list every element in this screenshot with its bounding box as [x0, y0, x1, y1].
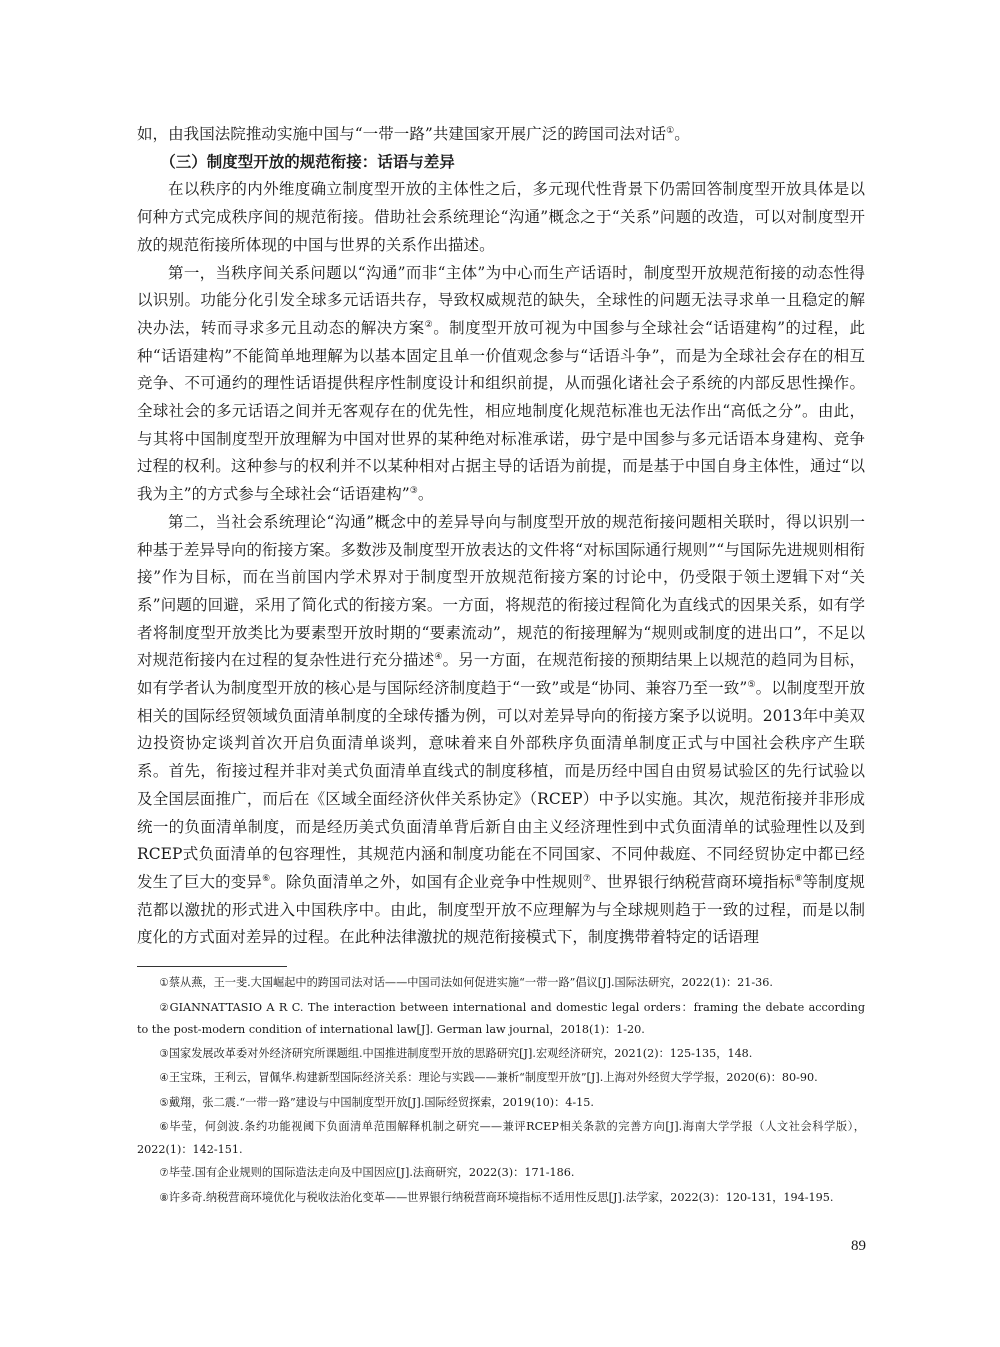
- footnote-mark: ⑥: [159, 1121, 170, 1133]
- footnote-text: 许多奇.纳税营商环境优化与税收法治化变革——世界银行纳税营商环境指标不适用性反思[J].法学家，2022(3)：120-131，194-195.: [168, 1190, 834, 1204]
- footnote-ref-6[interactable]: ⑥: [262, 873, 271, 884]
- footnote-text: 毕莹，何剑波.条约功能视阈下负面清单范围解释机制之研究——兼评RCEP相关条款的完善方向[J].海南大学学报（人文社会科学版），2022(1)：142-151.: [137, 1120, 865, 1156]
- footnote-ref-5[interactable]: ⑤: [747, 680, 756, 691]
- footnote-divider: [137, 966, 287, 967]
- footnote: [137, 1043, 865, 1066]
- footnote-ref-4[interactable]: ④: [434, 652, 443, 663]
- page-number: 89: [851, 1238, 866, 1254]
- footnote-ref-8[interactable]: ⑧: [794, 873, 803, 884]
- footnote: [137, 1162, 865, 1185]
- footnote-mark: ⑦: [159, 1167, 169, 1179]
- paragraph-continued: 如，由我国法院推动实施中国与“一带一路”共建国家开展广泛的跨国司法对话①。: [137, 125, 690, 143]
- footnote-mark: ⑤: [159, 1096, 169, 1109]
- paragraph-intro: 在以秩序的内外维度确立制度型开放的主体性之后，多元现代性背景下仍需回答制度型开放具体是以何种方式完成秩序间的规范衔接。借助社会系统理论“沟通”概念之于“关系”问题的改造，可以对制度型开放的规范衔接所体现的中国与世界的关系作出描述。: [137, 180, 865, 254]
- footnote: [137, 1187, 865, 1210]
- footnote-mark: ⑧: [159, 1191, 169, 1204]
- main-text: [137, 121, 865, 952]
- section-heading: （三）制度型开放的规范衔接：话语与差异: [160, 152, 455, 171]
- footnote: [137, 1116, 865, 1160]
- footnote-text: 蔡从燕，王一斐.大国崛起中的跨国司法对话——中国司法如何促进实施“一带一路”倡议[J].国际法研究，2022(1)：21-36.: [168, 976, 773, 989]
- footnote-text: GIANNATTASIO A R C. The interaction between international and domestic legal orders：framing the debate according to the post-modern condition of international law[J]. German law journal，2018(1)：1-20.: [137, 1000, 865, 1036]
- footnote-ref-3[interactable]: ③: [409, 486, 418, 497]
- footnote-mark: ①: [159, 977, 169, 989]
- footnote: [137, 1092, 865, 1115]
- footnote-text: 戴翔，张二震.“一带一路”建设与中国制度型开放[J].国际经贸探索，2019(10)：4-15.: [168, 1095, 594, 1109]
- footnote-ref-2[interactable]: ②: [424, 319, 434, 330]
- footnote-ref-7[interactable]: ⑦: [582, 873, 592, 884]
- footnote: [137, 1067, 865, 1090]
- footnote-text: 国家发展改革委对外经济研究所课题组.中国推进制度型开放的思路研究[J].宏观经济研究，2021(2)：125-135，148.: [168, 1046, 753, 1060]
- footnote-text: 毕莹.国有企业规则的国际造法走向及中国因应[J].法商研究，2022(3)：171-186.: [168, 1166, 575, 1179]
- footnote-mark: ③: [159, 1047, 169, 1060]
- footnote-mark: ②: [159, 1001, 170, 1014]
- footnote: [137, 972, 865, 995]
- paragraph-second: 第二，当社会系统理论“沟通”概念中的差异导向与制度型开放的规范衔接问题相关联时，得以识别一种基于差异导向的衔接方案。多数涉及制度型开放表达的文件将“对标国际通行规则”“与国际先进规则相衔接”作为目标，而在当前国内学术界对于制度型开放规范衔接方案的讨论中，仍受限于领土逻辑下对“关系”问题的回避，采用了简化式的衔接方案。一方面，将规范的衔接过程简化为直线式的因果关系，如有学者将制度型开放类比为要素型开放时期的“要素流动”，规范的衔接理解为“规则或制度的进出口”，不足以对规范衔接内在过程的复杂性进行充分描述④。另一方面，在规范衔接的预期结果上以规范的趋同为目标，如有学者认为制度型开放的核心是与国际经济制度趋于“一致”或是“协同、兼容乃至一致”⑤。以制度型开放相关的国际经贸领域负面清单制度的全球传播为例，可以对差异导向的衔接方案予以说明。2013年中美双边投资协定谈判首次开启负面清单谈判，意味着来自外部秩序负面清单制度正式与中国社会秩序产生联系。首先，衔接过程并非对美式负面清单直线式的制度移植，而是历经中国自由贸易试验区的先行试验以及全国层面推广，而后在《区域全面经济伙伴关系协定》（RCEP）中予以实施。其次，规范衔接并非形成统一的负面清单制度，而是经历美式负面清单背后新自由主义经济理性到中式负面清单的试验理性以及到RCEP式负面清单的包容理性，其规范内涵和制度功能在不同国家、不同仲裁庭、不同经贸协定中都已经发生了巨大的变异⑥。除负面清单之外，如国有企业竞争中性规则⑦、世界银行纳税营商环境指标⑧等制度规范都以激扰的形式进入中国秩序中。由此，制度型开放不应理解为与全球规则趋于一致的过程，而是以制度化的方式面对差异的过程。在此种法律激扰的规范衔接模式下，制度携带着特定的话语理: [137, 512, 865, 947]
- footnotes: [137, 972, 865, 1211]
- footnote-mark: ④: [159, 1072, 169, 1084]
- footnote: [137, 997, 865, 1041]
- paragraph-first: 第一，当秩序间关系问题以“沟通”而非“主体”为中心而生产话语时，制度型开放规范衔接的动态性得以识别。功能分化引发全球多元话语共存，导致权威规范的缺失，全球性的问题无法寻求单一且稳定的解决办法，转而寻求多元且动态的解决方案②。制度型开放可视为中国参与全球社会“话语建构”的过程，此种“话语建构”不能简单地理解为以基本固定且单一价值观念参与“话语斗争”，而是为全球社会存在的相互竞争、不可通约的理性话语提供程序性制度设计和组织前提，从而强化诸社会子系统的内部反思性操作。全球社会的多元话语之间并无客观存在的优先性，相应地制度化规范标准也无法作出“高低之分”。由此，与其将中国制度型开放理解为中国对世界的某种绝对标准承诺，毋宁是中国参与多元话语本身建构、竞争过程的权利。这种参与的权利并不以某种相对占据主导的话语为前提，而是基于中国自身主体性，通过“以我为主”的方式参与全球社会“话语建构”③。: [137, 263, 866, 504]
- footnote-text: 王宝珠，王利云，冒佩华.构建新型国际经济关系：理论与实践——兼析“制度型开放”[J].上海对外经贸大学学报，2020(6)：80-90.: [168, 1071, 818, 1084]
- footnote-ref-1[interactable]: ①: [666, 126, 675, 136]
